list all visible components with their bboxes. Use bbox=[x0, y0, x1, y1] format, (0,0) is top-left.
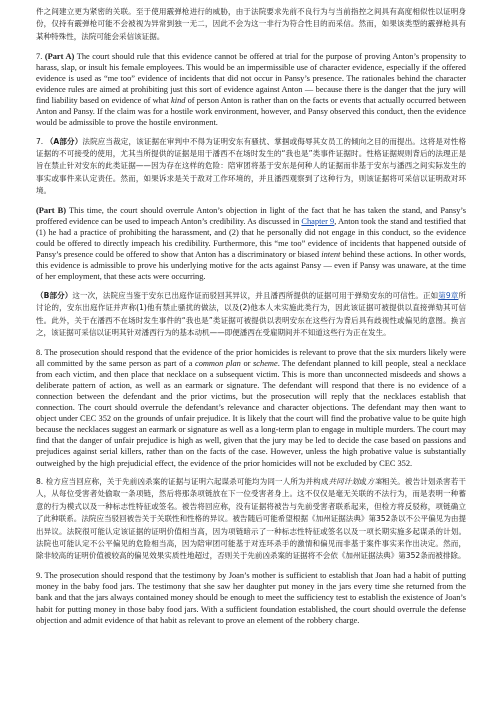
paragraph-zh bbox=[36, 136, 466, 198]
emphasis-text: kind bbox=[171, 95, 186, 105]
chapter-link[interactable]: Chapter 9 bbox=[301, 217, 335, 227]
paragraph-zh bbox=[36, 290, 466, 340]
body-text: 或 bbox=[359, 477, 367, 487]
paragraph-en bbox=[36, 570, 466, 625]
part-label: (Part A) bbox=[44, 51, 75, 61]
body-text: 9. The prosecution should respond that the testimony by Joan’s mother is sufficient to establish that Joan had a habit of putting money in the baby food jars. The testimony that she saw her daughter put money in the jars every time she returned from the bank and that the jars always contained money should be enough to meet the sufficiency test to establish the existence of Joan’s habit for putting money in those baby food jars. With a sufficient foundation established, the court should overrule the defense objection and admit evidence of that habit as relevant to prove an element of the robbery charge. bbox=[36, 571, 466, 625]
paragraph-en bbox=[36, 205, 466, 282]
paragraph-en bbox=[36, 347, 466, 469]
body-text: or bbox=[240, 359, 254, 369]
body-text: 8. The prosecution should respond that the evidence of the prior homicides is relevant to prove that the six murders likely were all committed by the same person as part of a bbox=[36, 348, 466, 369]
body-text: 这一次，法院应当鉴于安东已出庭作证而驳回其异议，并且潘西所提供的证据可用于弹劾安东的可信性。正如 bbox=[72, 290, 439, 300]
paragraph-zh bbox=[36, 6, 466, 43]
emphasis-text: common plan bbox=[194, 359, 241, 369]
emphasis-text: 共同计划 bbox=[328, 477, 360, 487]
body-text: 相关。被告计划杀害若干人，从每位受害者处偷取一条项链，然后将那条项链放在下一位受害者身上。这不仅仅是毫无关联的不法行为，而是表明一种蓄意的行为模式以及一种标志性特征或签名。被告将回应称，没有证据将被告与先前受害者联系起来，但检方将反驳称，项链确立了此种联系。法院应当驳回被告关于关联性和性格的异议。被告随后可能希望根据《加州证据法典》第352条以不公平偏见为由提出异议。法院很可能认定该证据的证明价值相当高，因为项链暗示了一种标志性特征或签名以及一项长期实施多起谋杀的计划。法院也可能认定不公平偏见的危险相当高，因为陪审团可能基于对连环杀手的激情和偏见而非基于案件事实来作出决定。然而，除非较高的证明价值被较高的偏见效果实质性地超过，否则关于先前凶杀案的证据将不会依《加州证据法典》第352条而被排除。 bbox=[36, 477, 466, 561]
body-text: 所讨论的，安东出庭作证并声称(1)他有禁止骚扰的做法，以及(2)他本人未实施此类行为，因此该证据可被提供以直接弹劾其可信性。此外，关于在潘西不在场时发生事件的“我也是”类证据可被提供以表明安东在这些行为背后具有歧视性或偏见的意图。换言之，该证据可采信以证明其针对潘西行为的基本动机——即便潘西在受雇期间并不知道这些行为正在发生。 bbox=[36, 290, 466, 338]
part-label: (Part B) bbox=[36, 206, 67, 216]
body-text: 7. bbox=[36, 51, 45, 61]
body-text: 8. 检方应当回应称，关于先前凶杀案的证据与证明六起谋杀可能均为同一人所为并构成 bbox=[36, 477, 329, 487]
body-text: 7. bbox=[36, 136, 46, 146]
emphasis-text: intent bbox=[321, 250, 341, 260]
body-text: This time, the court should overrule Anton’s objection in light of the fact that he has taken the stand, and Pansy’s proffered evidence can be used to impeach Anton’s credibility. As discussed in bbox=[36, 206, 467, 227]
part-label: （A部分） bbox=[45, 136, 83, 146]
body-text: , Anton took the stand and testified that (1) he had a practice of prohibiting the harassment, and (2) that he personally did not engage in this conduct, so the evidence could be offered to directly impeach his credibility. Furthermore, this “me too” evidence of incidents that happened outside of Pansy’s presence could be offered to show that Anton has a discriminatory or biased bbox=[36, 217, 467, 260]
body-text: . The defendant planned to kill people, steal a necklace from each victim, and then place that necklace on a subsequent victim. This is more than unconnected misdeeds and shows a deliberate pattern of action, as well as an earmark or signature. The defendant will respond that there is no evidence of a connection between the defendant and the prior victims, but the prosecution will reply that the necklaces establish that connection. The court should overrule the defendant’s relevance and character objections. The defendant may then want to object under CEC 352 on the grounds of unfair prejudice. It is likely that the court will find the probative value to be quite high because the necklaces suggest an earmark or signature as well as a long-term plan to engage in multiple murders. The court may find that the danger of unfair prejudice is high as well, given that the jury may be led to decide the case based on passions and prejudices against serial killers, rather than on the facts of the case. However, unless the high probative value is substantially outweighed by the high prejudicial effect, the evidence of the prior homicides will not be excluded by CEC 352. bbox=[36, 359, 466, 468]
body-text: behind these actions. In other words, this evidence is admissible to prove his underlying motive for the acts against Pansy — even if Pansy was unaware, at the time of her employment, that these acts were occurring. bbox=[36, 250, 466, 282]
document-page bbox=[36, 6, 466, 633]
emphasis-text: scheme bbox=[253, 359, 278, 369]
body-text: 件之间建立更为紧密的关联。至于使用霰弹枪进行的威胁，由于法院要求先前不良行为与当前指控之间具有高度相似性以证明身份，仅持有霰弹枪可能不会被视为异常到独一无二，因此不会为这一非行为符合性目的而采信。然而，如果该类型的霰弹枪具有某种特殊性，法院可能会采信该证据。 bbox=[36, 7, 466, 41]
paragraph-zh bbox=[36, 476, 466, 563]
body-text: of person Anton is rather than on the facts or events that actually occurred between Anton and Pansy. If the claim was for a hostile work environment, however, and Pansy observed this conduct, then the evidence would be admissible to prove the hostile environment. bbox=[36, 95, 466, 127]
paragraph-en bbox=[36, 51, 466, 128]
emphasis-text: 方案 bbox=[366, 477, 382, 487]
part-label: （B部分） bbox=[36, 290, 73, 300]
body-text: 法院应当裁定，该证据在审判中不得为证明安东有骚扰、掌掴或侮辱其女员工的倾向之目的而提出。这将是对性格证据的不可接受的使用，尤其当所提供的证据是用于潘西不在场时发生的“我也是”类事件证据时。性格证据规则背后的法理正是旨在禁止针对安东的此类证据——因为存在这样的危险：陪审团将基于安东是何种人的证据而非基于安东与潘西之间实际发生的事实或事件来认定责任。然而，如果诉求是关于敌对工作环境的，并且潘西观察到了这种行为，则该证据将可采信以证明敌对环境。 bbox=[36, 136, 466, 196]
body-text: The court should rule that this evidence cannot be offered at trial for the purpose of proving Anton’s propensity to harass, slap, or insult his female employees. This would be an impermissible use of character evidence, especially if the offered evidence is used as “me too” evidence of incidents that did not occur in Pansy’s presence. The rationales behind the character evidence rules are aimed at prohibiting just this sort of evidence against Anton — because there is the danger that the jury will find liability based on evidence of what bbox=[36, 51, 467, 105]
chapter-link[interactable]: 第9章 bbox=[438, 290, 459, 300]
